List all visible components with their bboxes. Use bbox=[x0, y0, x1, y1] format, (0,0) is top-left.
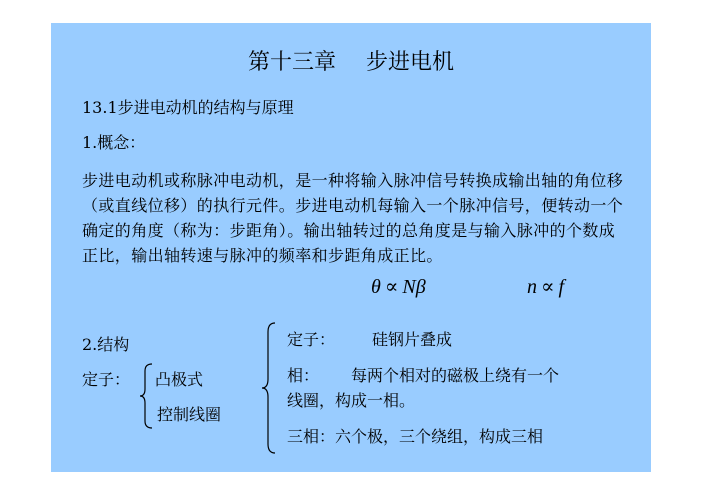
formula-angle-lhs: θ bbox=[371, 276, 381, 298]
slide bbox=[51, 23, 651, 472]
proportional-symbol: ∝ bbox=[384, 276, 399, 298]
right-brace bbox=[261, 322, 277, 454]
detail-phase-label: 相： bbox=[287, 366, 320, 385]
proportional-symbol: ∝ bbox=[541, 276, 555, 298]
detail-phase-line1: 每两个相对的磁极上绕有一个 bbox=[351, 366, 560, 385]
stator-label: 定子： bbox=[82, 370, 131, 389]
detail-stator-label: 定子： bbox=[287, 330, 336, 349]
detail-stator-value: 硅钢片叠成 bbox=[372, 330, 453, 349]
stator-type-salient: 凸极式 bbox=[155, 370, 204, 389]
formula-angle bbox=[371, 275, 426, 299]
formula-angle-rhs: Nβ bbox=[402, 276, 426, 298]
stator-type-control-coil: 控制线圈 bbox=[157, 405, 222, 424]
page-title bbox=[51, 49, 651, 77]
section-heading: 13.1步进电动机的结构与原理 bbox=[82, 98, 294, 117]
structure-heading: 2.结构 bbox=[82, 335, 130, 354]
formula-speed-rhs: f bbox=[558, 276, 565, 298]
detail-phase-line2: 线圈，构成一相。 bbox=[287, 391, 416, 410]
chapter-number: 第十三章 bbox=[247, 50, 336, 75]
formula-speed bbox=[527, 275, 564, 299]
detail-three-phase: 三相：六个极，三个绕组，构成三相 bbox=[287, 427, 544, 446]
formula-speed-lhs: n bbox=[527, 276, 537, 298]
chapter-name: 步进电机 bbox=[366, 50, 455, 75]
left-brace bbox=[140, 363, 154, 429]
concept-paragraph: 步进电动机或称脉冲电动机，是一种将输入脉冲信号转换成输出轴的角位移（或直线位移）的执行元件。步进电动机每输入一个脉冲信号，便转动一个确定的角度（称为：步距角）。输出轴转过的总角度是与输入脉冲的个数成正比，输出轴转速与脉冲的频率和步距角成正比。 bbox=[82, 171, 624, 265]
concept-heading: 1.概念： bbox=[82, 133, 146, 152]
